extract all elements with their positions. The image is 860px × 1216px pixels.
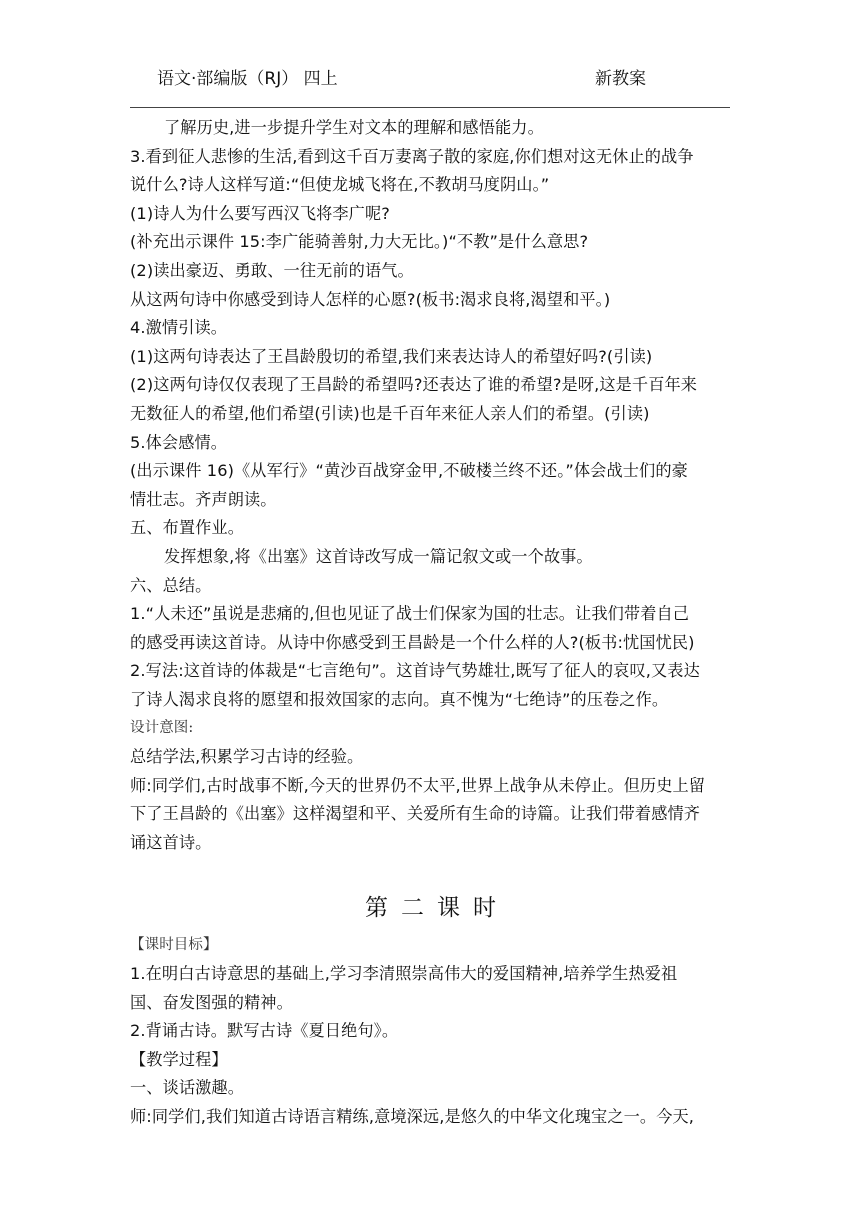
body-text-block xyxy=(130,114,732,857)
header-doc-type: 新教案 xyxy=(595,69,646,89)
text-line: 从这两句诗中你感受到诗人怎样的心愿?(板书:渴求良将,渴望和平。) xyxy=(130,289,611,309)
text-line: 情壮志。齐声朗读。 xyxy=(130,489,277,509)
text-line: 2.写法:这首诗的体裁是“七言绝句”。这首诗气势雄壮,既写了征人的哀叹,又表达 xyxy=(130,661,700,681)
text-line: 下了王昌龄的《出塞》这样渴望和平、关爱所有生命的诗篇。让我们带着感情齐 xyxy=(130,804,701,824)
text-line: 诵这首诗。 xyxy=(130,832,212,852)
text-line: 4.激情引读。 xyxy=(130,318,228,338)
text-line: (1)这两句诗表达了王昌龄殷切的希望,我们来表达诗人的希望好吗?(引读) xyxy=(130,346,653,366)
header-divider xyxy=(130,107,730,108)
text-line: 5.体会感情。 xyxy=(130,432,228,452)
text-line: 3.看到征人悲惨的生活,看到这千百万妻离子散的家庭,你们想对这无休止的战争 xyxy=(130,146,694,166)
text-line: 了诗人渴求良将的愿望和报效国家的志向。真不愧为“七绝诗”的压卷之作。 xyxy=(130,689,669,709)
text-line: 的感受再读这首诗。从诗中你感受到王昌龄是一个什么样的人?(板书:忧国忧民) xyxy=(130,632,695,652)
text-line: 发挥想象,将《出塞》这首诗改写成一篇记叙文或一个故事。 xyxy=(164,546,593,566)
text-line: 【课时目标】 xyxy=(130,937,218,954)
text-line: 了解历史,进一步提升学生对文本的理解和感悟能力。 xyxy=(164,118,544,137)
text-line: 说什么?诗人这样写道:“但使龙城飞将在,不教胡马度阴山。” xyxy=(130,175,550,195)
text-line: (2)这两句诗仅仅表现了王昌龄的希望吗?还表达了谁的希望?是呀,这是千百年来 xyxy=(130,375,698,395)
text-line: 总结学法,积累学习古诗的经验。 xyxy=(130,747,364,767)
section-spacer xyxy=(130,857,732,885)
section-text-block xyxy=(130,931,732,1131)
text-line: (1)诗人为什么要写西汉飞将李广呢? xyxy=(130,203,390,223)
document-body xyxy=(130,114,732,1132)
text-line: 一、谈话激趣。 xyxy=(130,1078,245,1098)
text-line: (补充出示课件 15:李广能骑善射,力大无比。)“不教”是什么意思? xyxy=(130,232,589,252)
section-heading: 第二课时 xyxy=(365,895,509,922)
text-line: 师:同学们,古时战事不断,今天的世界仍不太平,世界上战争从未停止。但历史上留 xyxy=(130,775,706,795)
page-header xyxy=(0,62,860,92)
text-line: 六、总结。 xyxy=(130,575,212,595)
text-line: 【教学过程】 xyxy=(130,1049,228,1069)
text-line: 师:同学们,我们知道古诗语言精练,意境深远,是悠久的中华文化瑰宝之一。今天, xyxy=(130,1107,695,1126)
text-line: 2.背诵古诗。默写古诗《夏日绝句》。 xyxy=(130,1021,399,1041)
text-line: (出示课件 16)《从军行》“黄沙百战穿金甲,不破楼兰终不还。”体会战士们的豪 xyxy=(130,461,688,481)
text-line: 1.“人未还”虽说是悲痛的,但也见证了战士们保家为国的壮志。让我们带着自己 xyxy=(130,604,690,624)
text-line: 设计意图: xyxy=(130,720,194,737)
text-line: 无数征人的希望,他们希望(引读)也是千百年来征人亲人们的希望。(引读) xyxy=(130,403,650,423)
text-line: 1.在明白古诗意思的基础上,学习李清照崇高伟大的爱国精神,培养学生热爱祖 xyxy=(130,964,678,984)
text-line: 国、奋发图强的精神。 xyxy=(130,992,293,1012)
header-subject-label: 语文·部编版（RJ） 四上 xyxy=(157,69,338,89)
text-line: (2)读出豪迈、勇敢、一往无前的语气。 xyxy=(130,260,414,280)
text-line: 五、布置作业。 xyxy=(130,518,245,538)
